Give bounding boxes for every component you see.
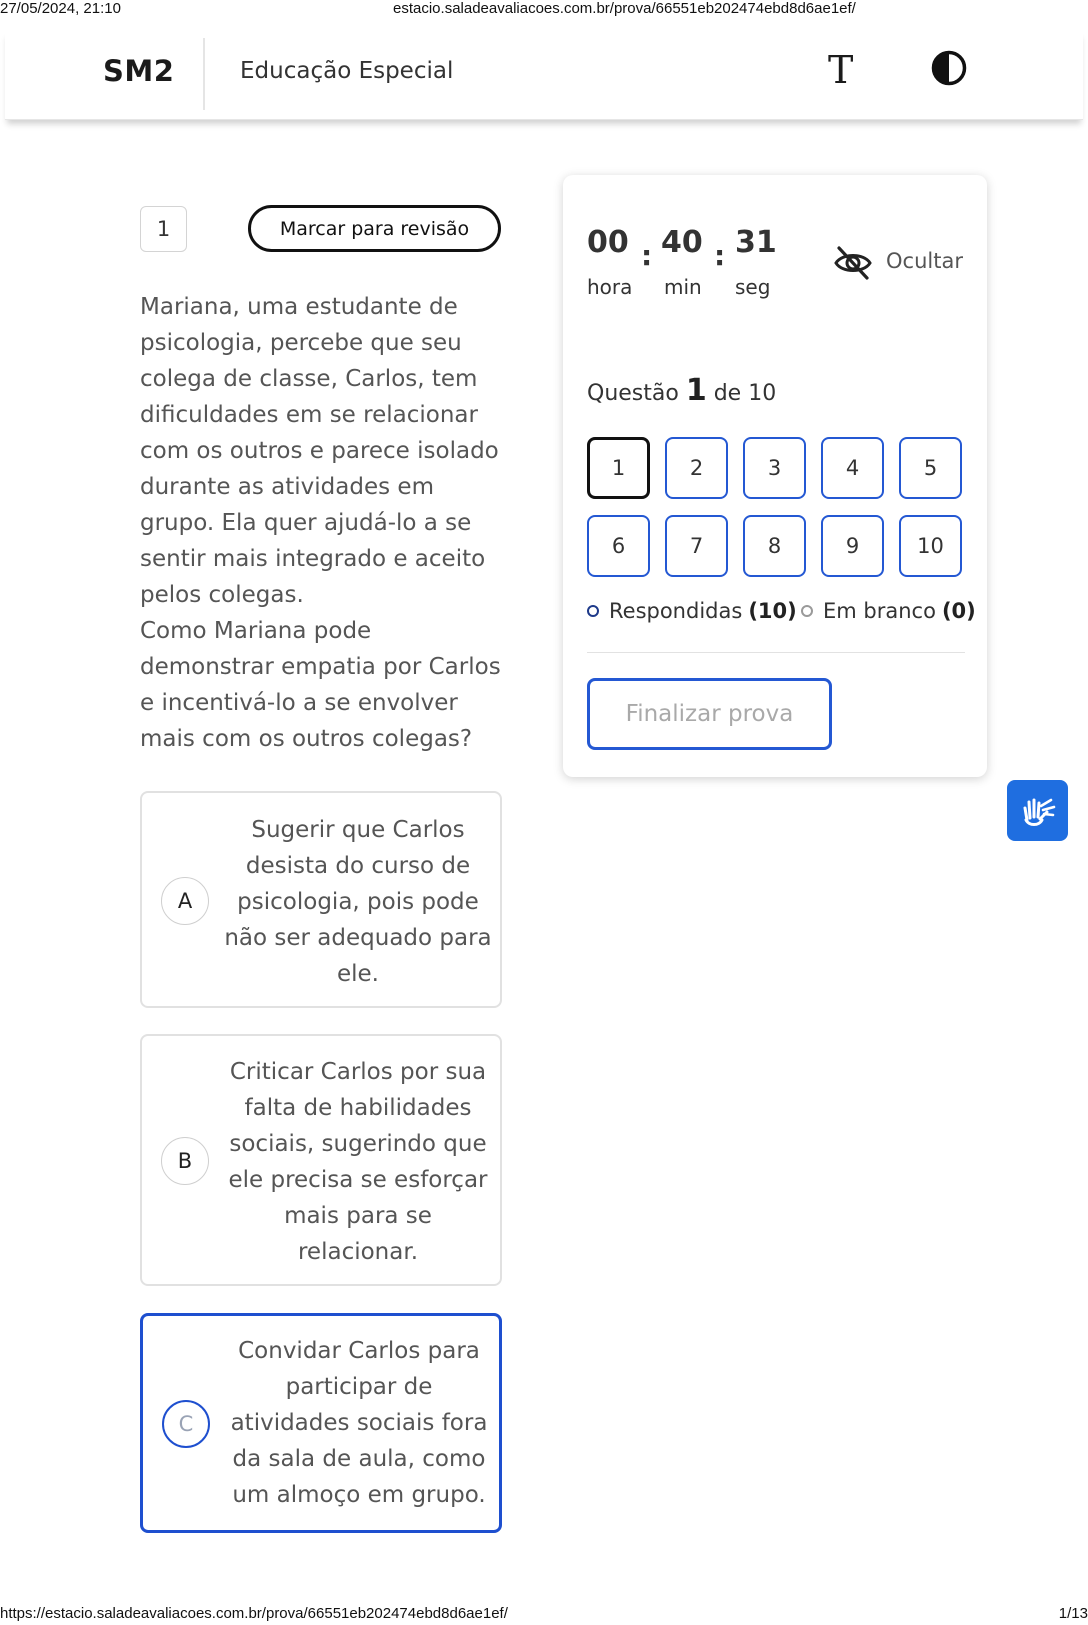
question-nav-button-7[interactable]: 7 [665,515,728,577]
hide-timer-button[interactable] [833,243,973,287]
question-nav-button-5[interactable]: 5 [899,437,962,499]
question-nav-button-6[interactable]: 6 [587,515,650,577]
question-nav-button-8[interactable]: 8 [743,515,806,577]
option-b[interactable] [140,1034,502,1286]
course-title: Educação Especial [240,58,454,84]
legend-blank-label: Em branco [823,599,936,623]
question-statement: Mariana, uma estudante de psicologia, percebe que seu colega de classe, Carlos, tem dificuldades em se relacionar com os outros e parece isolado durante as atividades em grupo. Ela quer ajudá-lo a se sentir mais integrado e aceito pelos colegas. [140,294,499,608]
print-page-indicator: 1/13 [1058,1605,1088,1622]
timer-seconds: 31 [735,225,777,260]
finish-exam-button[interactable]: Finalizar prova [587,678,832,750]
timer-seconds-label: seg [735,275,771,299]
timer-separator: : [714,239,726,272]
sign-language-icon [1017,790,1059,832]
timer-hours: 00 [587,225,629,260]
font-size-icon[interactable]: T [828,48,854,92]
option-text: Sugerir que Carlos desista do curso de psicologia, pois pode não ser adequado para ele. [224,817,492,987]
print-footer [0,1605,1088,1625]
option-text: Criticar Carlos por sua falta de habilidades sociais, sugerindo que ele precisa se esforçar mais para se relacionar. [228,1059,488,1265]
option-c[interactable] [140,1313,502,1533]
option-letter: B [161,1137,209,1185]
panel-divider [587,652,965,653]
hide-timer-label: Ocultar [886,249,963,273]
mark-review-button[interactable]: Marcar para revisão [248,205,501,252]
print-header [0,0,1088,18]
timer-separator: : [641,239,653,272]
question-prompt: Como Mariana pode demonstrar empatia por Carlos e incentivá-lo a se envolver mais com os outros colegas? [140,618,501,752]
option-text: Convidar Carlos para participar de atividades sociais fora da sala de aula, como um almoço em grupo. [230,1338,488,1508]
exam-side-panel [563,175,987,777]
question-nav-button-4[interactable]: 4 [821,437,884,499]
timer-minutes: 40 [661,225,703,260]
legend-answered [587,599,797,623]
legend-blank-count: (0) [941,599,976,623]
print-datetime: 27/05/2024, 21:10 [0,0,121,17]
brand-logo[interactable]: SM2 [103,54,175,88]
legend-blank [801,599,976,623]
legend-answered-label: Respondidas [609,599,743,623]
question-counter-prefix: Questão [587,381,679,406]
blank-dot-icon [801,605,813,617]
question-number: 1 [140,206,187,252]
contrast-icon[interactable] [931,50,967,86]
question-counter-current: 1 [685,373,707,408]
option-letter: A [161,877,209,925]
answered-dot-icon [587,605,599,617]
option-letter: C [162,1400,210,1448]
question-nav-button-1[interactable]: 1 [587,437,650,499]
eye-off-icon [833,243,873,283]
question-text [140,289,510,757]
question-nav-button-2[interactable]: 2 [665,437,728,499]
legend-answered-count: (10) [748,599,797,623]
question-nav-button-9[interactable]: 9 [821,515,884,577]
print-header-url: estacio.saladeavaliacoes.com.br/prova/66551eb202474ebd8d6ae1ef/ [393,0,856,17]
top-bar [5,30,1083,120]
option-a[interactable] [140,791,502,1008]
question-counter-suffix: de 10 [713,381,777,406]
question-counter [587,373,776,408]
timer-hours-label: hora [587,275,633,299]
print-footer-url: https://estacio.saladeavaliacoes.com.br/prova/66551eb202474ebd8d6ae1ef/ [0,1605,508,1622]
question-nav-button-3[interactable]: 3 [743,437,806,499]
libras-accessibility-button[interactable] [1007,780,1068,841]
question-nav-button-10[interactable]: 10 [899,515,962,577]
timer-minutes-label: min [664,275,702,299]
brand-divider [203,38,205,110]
